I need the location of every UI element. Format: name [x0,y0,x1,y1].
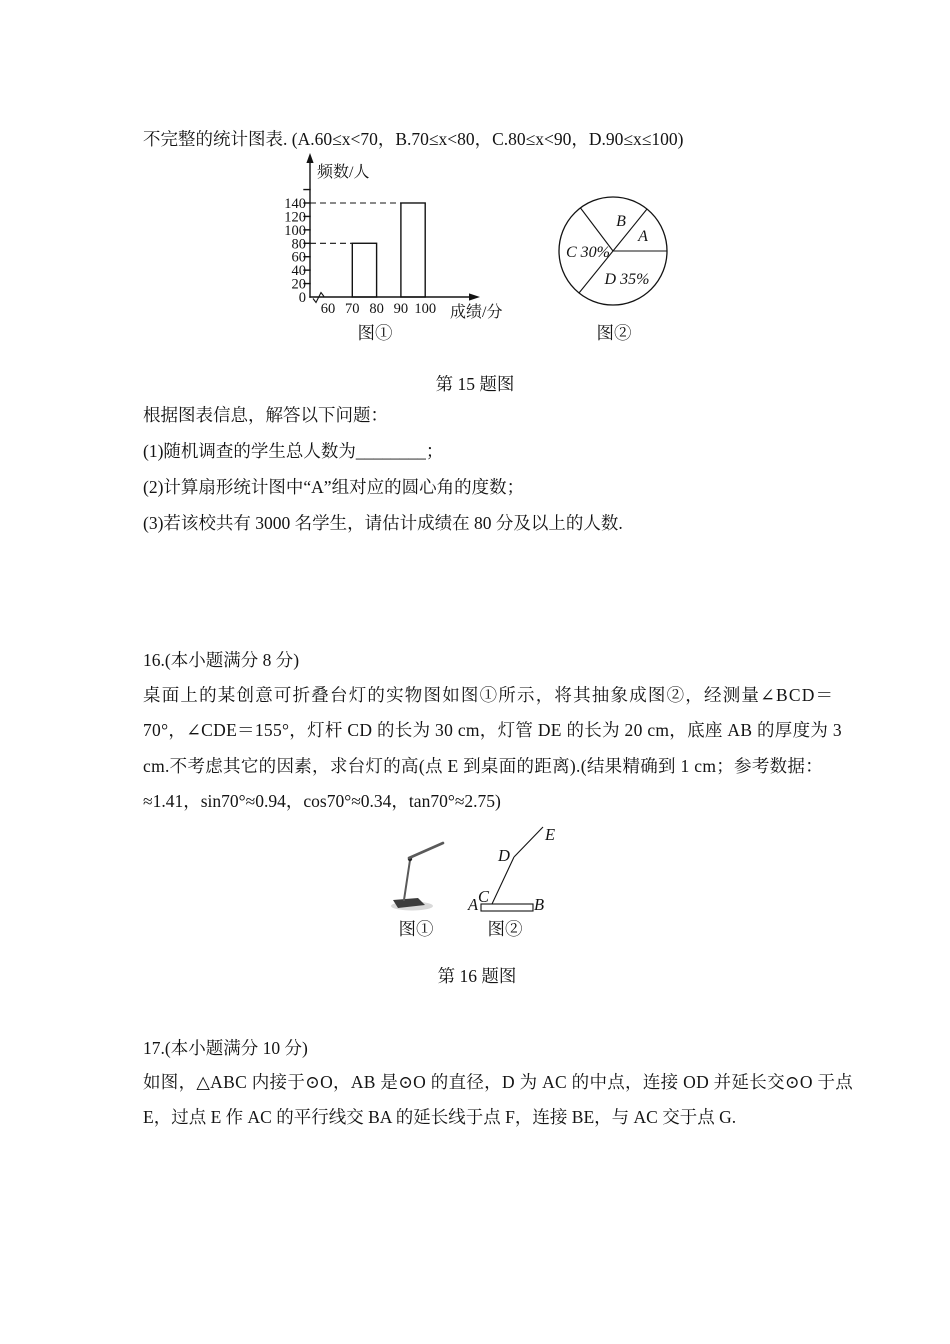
bar-chart-caption: 图① [357,323,393,343]
q15-sub3: (3)若该校共有 3000 名学生，请估计成绩在 80 分及以上的人数. [143,513,623,533]
y-tick-label: 120 [284,209,306,226]
pie-chart [555,193,679,317]
q16-figure-caption: 第 16 题图 [437,966,517,986]
y-tick-label: 40 [291,263,306,280]
pie-slice-label-a: A [638,228,648,245]
y-tick-label: 100 [284,222,306,239]
y-axis-arrow-icon [306,153,313,163]
diagram-label-b: B [534,895,545,914]
q15-sub2: (2)计算扇形统计图中“A”组对应的圆心角的度数； [143,477,525,497]
y-origin-label: 0 [298,290,306,306]
bar-chart-x-label: 成绩/分 [450,304,503,321]
diagram-label-a: A [468,895,479,914]
pie-slice-label-c: C 30% [566,244,610,261]
x-tick-label: 100 [414,301,437,317]
bar-chart-plot [284,190,436,317]
q17-line-2: E，过点 E 作 AC 的平行线交 BA 的延长线于点 F，连接 BE，与 AC 交于点 G. [143,1107,737,1127]
lamp-photo [385,828,465,923]
lamp-diagram [465,818,580,918]
q16-fig2-caption: 图② [487,919,523,939]
x-tick-label: 70 [345,301,360,317]
q16-fig1-caption: 图① [398,919,434,939]
lamp-pole [404,860,410,900]
frequency-bar [352,243,376,297]
x-tick-label: 60 [320,301,336,317]
q16-header: 16.(本小题满分 8 分) [143,650,300,670]
intro-line: 不完整的统计图表. (A.60≤x<70，B.70≤x<80，C.80≤x<90，D.90≤x≤100) [143,129,684,149]
pie-slice-label-b: B [616,213,626,230]
pie-slice-label-d: D 35% [604,271,650,288]
y-tick-label: 60 [291,249,306,266]
lamp-head [409,843,443,858]
q15-sub1: (1)随机调查的学生总人数为________； [143,441,444,461]
q16-line-4: ≈1.41，sin70°≈0.94，cos70°≈0.34，tan70°≈2.75) [143,791,501,811]
pie-chart-caption: 图② [596,323,632,343]
diagram-label-e: E [545,825,556,844]
frequency-bar [401,203,425,297]
q16-line-1: 桌面上的某创意可折叠台灯的实物图如图①所示，将其抽象成图②，经测量∠BCD＝ [143,685,835,705]
x-tick-label: 90 [393,301,409,317]
q15-prompt: 根据图表信息，解答以下问题： [143,405,388,425]
q16-line-3: cm.不考虑其它的因素，求台灯的高(点 E 到桌面的距离).(结果精确到 1 cm；参考数据： [143,756,824,776]
y-tick-label: 140 [284,195,306,212]
x-tick-label: 80 [369,301,384,317]
q17-line-1: 如图，△ABC 内接于⊙O，AB 是⊙O 的直径，D 为 AC 的中点，连接 OD 并延长交⊙O 于点 [143,1072,854,1092]
q15-figure-caption: 第 15 题图 [435,374,515,394]
q17-header: 17.(本小题满分 10 分) [143,1038,308,1058]
y-tick-label: 80 [291,236,306,253]
diagram-label-c: C [478,887,490,906]
bar-chart-y-label: 频数/人 [317,164,370,181]
q16-line-2: 70°，∠CDE＝155°，灯杆 CD 的长为 30 cm，灯管 DE 的长为 20 cm，底座 AB 的厚度为 3 [143,720,842,740]
x-axis-arrow-icon [469,293,480,300]
diagram-label-d: D [498,846,510,865]
y-tick-label: 20 [291,276,306,293]
diagram-arm-de [514,827,543,857]
